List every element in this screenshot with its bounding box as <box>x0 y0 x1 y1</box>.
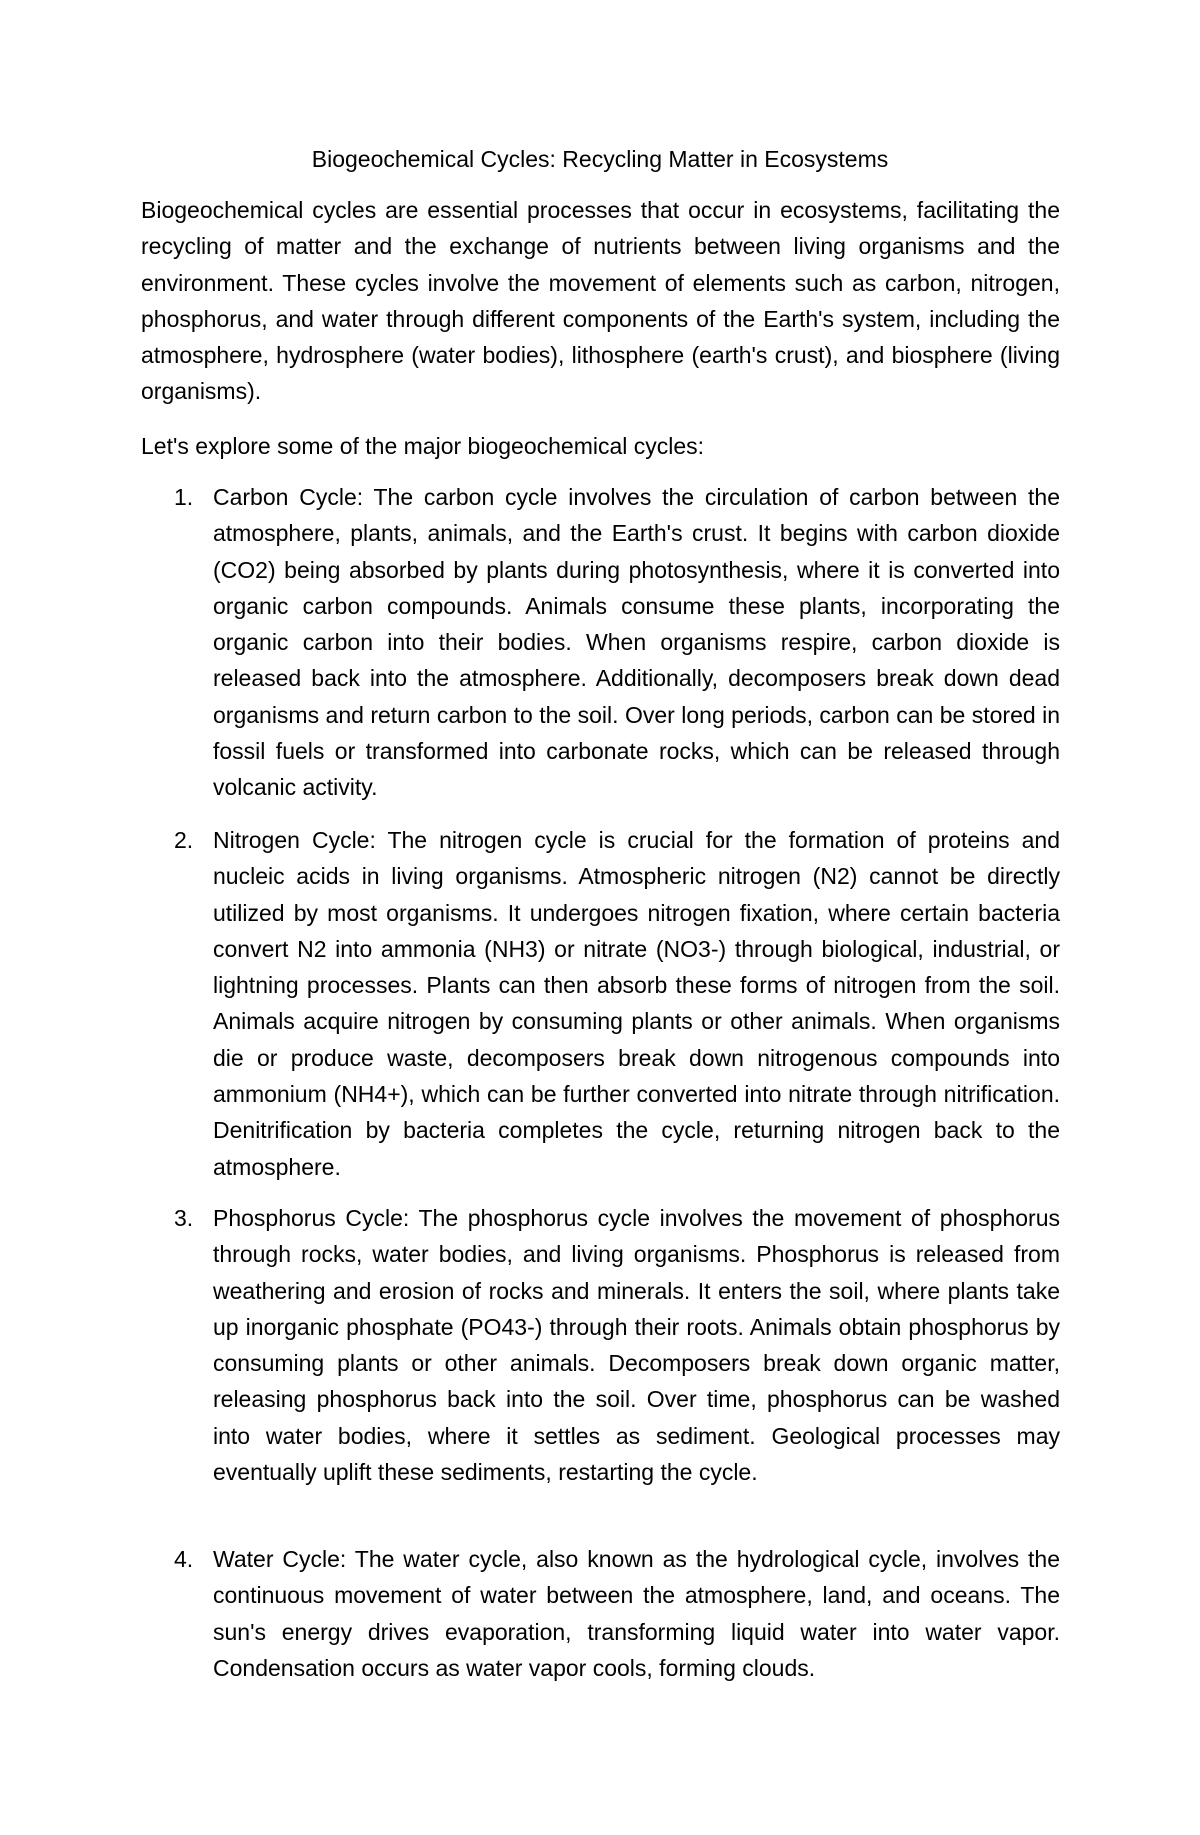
list-item-text: Nitrogen Cycle: The nitrogen cycle is crucial for the formation of proteins and nucleic acids in living organisms. Atmospheric nitrogen (N2) cannot be directly utilized by most organisms. It undergoes nitrogen fixation, where certain bacteria convert N2 into ammonia (NH3) or nitrate (NO3-) through biological, industrial, or lightning processes. Plants can then absorb these forms of nitrogen from the soil. Animals acquire nitrogen by consuming plants or other animals. When organisms die or produce waste, decomposers break down nitrogenous compounds into ammonium (NH4+), which can be further converted into nitrate through nitrification. Denitrification by bacteria completes the cycle, returning nitrogen back to the atmosphere. <box>213 827 1060 1180</box>
list-item-number: 1. <box>174 484 194 510</box>
list-item-number: 3. <box>174 1205 194 1231</box>
intro-paragraph: Biogeochemical cycles are essential processes that occur in ecosystems, facilitating the recycling of matter and the exchange of nutrients between living organisms and the environment. These cycles involve the movement of elements such as carbon, nitrogen, phosphorus, and water through different components of the Earth's system, including the atmosphere, hydrosphere (water bodies), lithosphere (earth's crust), and biosphere (living organisms). <box>141 197 1060 405</box>
list-item-text: Water Cycle: The water cycle, also known as the hydrological cycle, involves the continuous movement of water between the atmosphere, land, and oceans. The sun's energy drives evaporation, transforming liquid water into water vapor. Condensation occurs as water vapor cools, forming clouds. <box>213 1546 1060 1681</box>
list-item-number: 2. <box>174 827 194 853</box>
list-item-text: Carbon Cycle: The carbon cycle involves the circulation of carbon between the atmosphere, plants, animals, and the Earth's crust. It begins with carbon dioxide (CO2) being absorbed by plants during photosynthesis, where it is converted into organic carbon compounds. Animals consume these plants, incorporating the organic carbon into their bodies. When organisms respire, carbon dioxide is released back into the atmosphere. Additionally, decomposers break down dead organisms and return carbon to the soil. Over long periods, carbon can be stored in fossil fuels or transformed into carbonate rocks, which can be released through volcanic activity. <box>213 484 1060 801</box>
list-item-text: Phosphorus Cycle: The phosphorus cycle involves the movement of phosphorus through rocks, water bodies, and living organisms. Phosphorus is released from weathering and erosion of rocks and minerals. It enters the soil, where plants take up inorganic phosphate (PO43-) through their roots. Animals obtain phosphorus by consuming plants or other animals. Decomposers break down organic matter, releasing phosphorus back into the soil. Over time, phosphorus can be washed into water bodies, where it settles as sediment. Geological processes may eventually uplift these sediments, restarting the cycle. <box>213 1205 1060 1486</box>
list-item-number: 4. <box>174 1546 194 1572</box>
document-title: Biogeochemical Cycles: Recycling Matter in Ecosystems <box>311 146 889 172</box>
lead-paragraph: Let's explore some of the major biogeochemical cycles: <box>141 433 705 459</box>
